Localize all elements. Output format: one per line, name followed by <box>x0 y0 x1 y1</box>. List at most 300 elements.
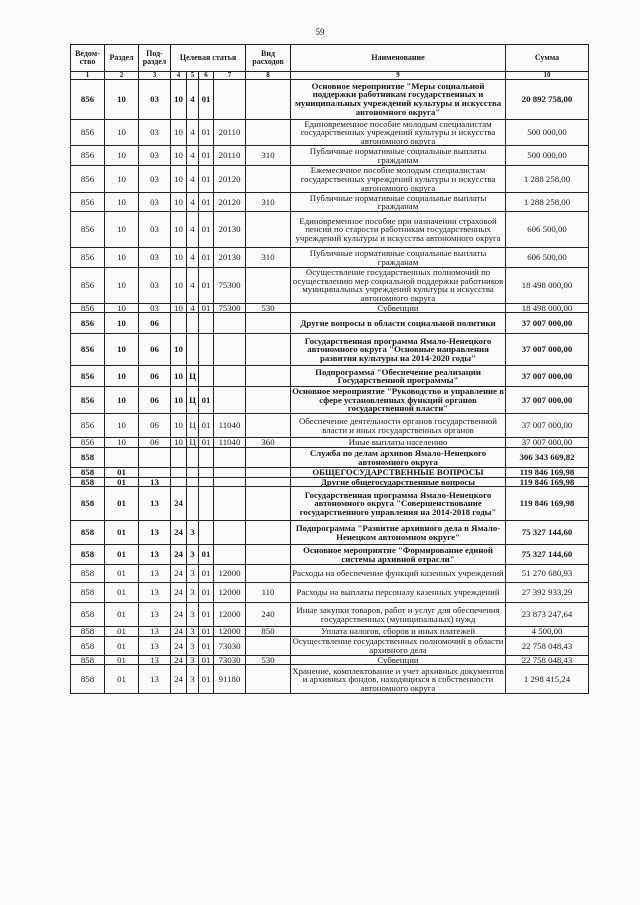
cell-summa: 37 007 000,00 <box>506 366 589 387</box>
header-vedomstvo: Ведом-ство <box>71 45 105 72</box>
cell-podrazdel: 03 <box>139 268 171 303</box>
header-podrazdel: Под-раздел <box>139 45 171 72</box>
cell-naimenovanie: Расходы на обеспечение функций казенных учреждений <box>291 565 506 583</box>
cell-podrazdel: 03 <box>139 79 171 119</box>
cell-event-code: 01 <box>199 627 214 637</box>
cell-subprogram-code: 4 <box>187 212 199 248</box>
cell-vedomstvo: 856 <box>71 414 105 438</box>
table-row <box>71 665 589 694</box>
cell-direction-code <box>214 387 246 414</box>
cell-summa: 37 007 000,00 <box>506 387 589 414</box>
cell-naimenovanie: Субвенции <box>291 655 506 665</box>
cell-subprogram-code <box>187 477 199 487</box>
table-row <box>71 583 589 603</box>
cell-program-code: 10 <box>171 212 187 248</box>
cell-program-code: 10 <box>171 79 187 119</box>
cell-direction-code <box>214 448 246 468</box>
cell-direction-code <box>214 334 246 366</box>
cell-razdel <box>105 448 139 468</box>
cell-program-code: 24 <box>171 487 187 521</box>
cell-direction-code: 12000 <box>214 627 246 637</box>
cell-event-code <box>199 313 214 334</box>
cell-program-code: 10 <box>171 268 187 303</box>
cell-subprogram-code: 4 <box>187 119 199 146</box>
table-row <box>71 487 589 521</box>
cell-naimenovanie: Подпрограмма "Обеспечение реализации Государственной программы" <box>291 366 506 387</box>
cell-summa: 22 758 048,43 <box>506 636 589 655</box>
cell-summa: 306 343 669,82 <box>506 448 589 468</box>
table-row <box>71 414 589 438</box>
cell-event-code <box>199 366 214 387</box>
cell-podrazdel: 03 <box>139 212 171 248</box>
cell-subprogram-code: 4 <box>187 303 199 313</box>
cell-podrazdel: 13 <box>139 477 171 487</box>
cell-razdel: 01 <box>105 565 139 583</box>
cell-podrazdel: 03 <box>139 193 171 212</box>
cell-podrazdel: 06 <box>139 366 171 387</box>
cell-event-code: 01 <box>199 193 214 212</box>
cell-podrazdel: 03 <box>139 166 171 193</box>
header-summa: Сумма <box>506 45 589 72</box>
cell-vid-raskhodov <box>246 636 291 655</box>
cell-vid-raskhodov <box>246 487 291 521</box>
cell-direction-code: 73030 <box>214 636 246 655</box>
budget-table <box>70 44 589 694</box>
cell-summa: 75 327 144,60 <box>506 521 589 545</box>
column-number: 4 <box>171 72 187 80</box>
cell-podrazdel: 06 <box>139 334 171 366</box>
cell-program-code: 10 <box>171 387 187 414</box>
cell-program-code <box>171 313 187 334</box>
table-row <box>71 636 589 655</box>
cell-direction-code: 20110 <box>214 119 246 146</box>
cell-event-code: 01 <box>199 387 214 414</box>
cell-vedomstvo: 856 <box>71 366 105 387</box>
cell-program-code: 10 <box>171 166 187 193</box>
cell-subprogram-code: 3 <box>187 565 199 583</box>
cell-summa: 22 758 048,43 <box>506 655 589 665</box>
cell-event-code: 01 <box>199 438 214 448</box>
cell-vid-raskhodov <box>246 212 291 248</box>
cell-direction-code <box>214 545 246 565</box>
cell-summa: 119 846 169,98 <box>506 477 589 487</box>
cell-vid-raskhodov <box>246 79 291 119</box>
cell-event-code: 01 <box>199 212 214 248</box>
cell-podrazdel: 03 <box>139 146 171 166</box>
cell-razdel: 10 <box>105 334 139 366</box>
cell-razdel: 01 <box>105 603 139 627</box>
cell-subprogram-code: 4 <box>187 166 199 193</box>
header-celevaya-statya: Целевая статья <box>171 45 246 72</box>
cell-vedomstvo: 858 <box>71 468 105 478</box>
cell-razdel: 01 <box>105 655 139 665</box>
cell-summa: 37 007 000,00 <box>506 313 589 334</box>
cell-event-code: 01 <box>199 268 214 303</box>
cell-summa: 20 892 758,00 <box>506 79 589 119</box>
header-razdel: Раздел <box>105 45 139 72</box>
cell-vedomstvo: 856 <box>71 166 105 193</box>
column-number: 2 <box>105 72 139 80</box>
cell-program-code: 24 <box>171 655 187 665</box>
cell-razdel: 01 <box>105 636 139 655</box>
table-row <box>71 166 589 193</box>
cell-summa: 119 846 169,98 <box>506 487 589 521</box>
cell-razdel: 01 <box>105 665 139 694</box>
cell-direction-code: 12000 <box>214 603 246 627</box>
cell-subprogram-code: 4 <box>187 248 199 268</box>
column-number: 8 <box>246 72 291 80</box>
cell-event-code <box>199 477 214 487</box>
cell-podrazdel: 13 <box>139 487 171 521</box>
cell-subprogram-code <box>187 487 199 521</box>
cell-vedomstvo: 858 <box>71 448 105 468</box>
cell-subprogram-code: 3 <box>187 603 199 627</box>
cell-vedomstvo: 856 <box>71 248 105 268</box>
cell-podrazdel <box>139 448 171 468</box>
cell-podrazdel: 13 <box>139 583 171 603</box>
cell-vid-raskhodov <box>246 477 291 487</box>
cell-subprogram-code: Ц <box>187 414 199 438</box>
cell-event-code <box>199 334 214 366</box>
table-row <box>71 521 589 545</box>
cell-event-code: 01 <box>199 655 214 665</box>
cell-razdel: 10 <box>105 414 139 438</box>
cell-summa: 18 498 000,00 <box>506 268 589 303</box>
cell-naimenovanie: Подпрограмма "Развитие архивного дела в Ямало-Ненецком автономном округе" <box>291 521 506 545</box>
cell-event-code: 01 <box>199 545 214 565</box>
cell-naimenovanie: Другие общегосударственные вопросы <box>291 477 506 487</box>
cell-vid-raskhodov <box>246 166 291 193</box>
cell-naimenovanie: Субвенции <box>291 303 506 313</box>
cell-vedomstvo: 858 <box>71 665 105 694</box>
cell-podrazdel: 13 <box>139 521 171 545</box>
cell-direction-code: 20110 <box>214 146 246 166</box>
cell-razdel: 10 <box>105 268 139 303</box>
cell-naimenovanie: Обеспечение деятельности органов государственной власти и иных государственных органов <box>291 414 506 438</box>
cell-razdel: 01 <box>105 545 139 565</box>
cell-direction-code <box>214 313 246 334</box>
cell-event-code: 01 <box>199 248 214 268</box>
cell-program-code: 24 <box>171 545 187 565</box>
cell-program-code: 24 <box>171 565 187 583</box>
cell-summa: 119 846 169,98 <box>506 468 589 478</box>
cell-razdel: 10 <box>105 366 139 387</box>
cell-direction-code: 75300 <box>214 268 246 303</box>
cell-direction-code <box>214 487 246 521</box>
cell-direction-code: 20130 <box>214 248 246 268</box>
cell-vedomstvo: 856 <box>71 146 105 166</box>
cell-podrazdel: 06 <box>139 313 171 334</box>
cell-vedomstvo: 858 <box>71 487 105 521</box>
cell-summa: 606 500,00 <box>506 248 589 268</box>
cell-vid-raskhodov <box>246 387 291 414</box>
column-number: 3 <box>139 72 171 80</box>
cell-podrazdel: 06 <box>139 438 171 448</box>
cell-razdel: 01 <box>105 521 139 545</box>
cell-podrazdel: 13 <box>139 655 171 665</box>
cell-summa: 75 327 144,60 <box>506 545 589 565</box>
table-row <box>71 366 589 387</box>
cell-program-code: 10 <box>171 366 187 387</box>
cell-naimenovanie: Осуществление государственных полномочий по осуществлению мер социальной поддержки работников муниципальных учреждений культуры и искусства автономного округа <box>291 268 506 303</box>
cell-direction-code: 11040 <box>214 414 246 438</box>
cell-razdel: 10 <box>105 79 139 119</box>
column-number: 7 <box>214 72 246 80</box>
cell-vid-raskhodov: 530 <box>246 303 291 313</box>
cell-event-code: 01 <box>199 166 214 193</box>
cell-naimenovanie: Хранение, комплектование и учет архивных документов и архивных фондов, находящихся в собственности автономного округа <box>292 665 504 693</box>
cell-naimenovanie: Иные выплаты населению <box>291 438 506 448</box>
cell-event-code: 01 <box>199 603 214 627</box>
cell-naimenovanie: Публичные нормативные социальные выплаты гражданам <box>291 248 506 268</box>
header-naimenovanie: Наименование <box>291 45 506 72</box>
cell-razdel: 10 <box>105 119 139 146</box>
cell-vid-raskhodov <box>246 468 291 478</box>
cell-subprogram-code: 4 <box>187 146 199 166</box>
cell-podrazdel: 13 <box>139 545 171 565</box>
cell-vedomstvo: 856 <box>71 334 105 366</box>
table-row <box>71 468 589 478</box>
cell-program-code: 24 <box>171 603 187 627</box>
cell-program-code <box>171 468 187 478</box>
cell-podrazdel: 13 <box>139 636 171 655</box>
cell-program-code: 10 <box>171 119 187 146</box>
cell-direction-code: 12000 <box>214 565 246 583</box>
cell-summa: 4 500,00 <box>506 627 589 637</box>
cell-subprogram-code: 3 <box>187 665 199 694</box>
cell-vedomstvo: 856 <box>71 387 105 414</box>
cell-razdel: 10 <box>105 248 139 268</box>
cell-vid-raskhodov <box>246 268 291 303</box>
table-row <box>71 303 589 313</box>
cell-podrazdel: 13 <box>139 627 171 637</box>
cell-subprogram-code: 3 <box>187 655 199 665</box>
cell-naimenovanie: Расходы на выплаты персоналу казенных учреждений <box>291 583 506 603</box>
cell-program-code: 24 <box>171 627 187 637</box>
column-number: 6 <box>199 72 214 80</box>
cell-summa: 500 000,00 <box>506 119 589 146</box>
cell-subprogram-code <box>187 313 199 334</box>
cell-podrazdel: 13 <box>139 603 171 627</box>
column-number: 9 <box>291 72 506 80</box>
cell-event-code: 01 <box>199 146 214 166</box>
cell-razdel: 01 <box>105 468 139 478</box>
cell-subprogram-code: Ц <box>187 387 199 414</box>
table-row <box>71 334 589 366</box>
cell-vid-raskhodov: 850 <box>246 627 291 637</box>
cell-podrazdel: 03 <box>139 303 171 313</box>
cell-summa: 500 000,00 <box>506 146 589 166</box>
cell-direction-code <box>214 477 246 487</box>
table-row <box>71 438 589 448</box>
cell-razdel: 01 <box>105 477 139 487</box>
cell-event-code: 01 <box>199 79 214 119</box>
cell-razdel: 01 <box>105 487 139 521</box>
cell-subprogram-code: 3 <box>187 521 199 545</box>
cell-subprogram-code: Ц <box>187 366 199 387</box>
cell-vid-raskhodov: 110 <box>246 583 291 603</box>
cell-naimenovanie: Основное мероприятие "Руководство и управление в сфере установленных функций органов государственной власти" <box>292 386 504 414</box>
cell-summa: 51 270 680,93 <box>506 565 589 583</box>
table-body <box>71 79 589 694</box>
cell-summa: 37 007 000,00 <box>506 414 589 438</box>
cell-vid-raskhodov: 530 <box>246 655 291 665</box>
cell-razdel: 10 <box>105 193 139 212</box>
cell-vid-raskhodov <box>246 665 291 694</box>
cell-program-code: 10 <box>171 334 187 366</box>
cell-summa: 18 498 000,00 <box>506 303 589 313</box>
cell-razdel: 10 <box>105 438 139 448</box>
cell-subprogram-code <box>187 334 199 366</box>
cell-event-code: 01 <box>199 636 214 655</box>
cell-podrazdel: 13 <box>139 565 171 583</box>
cell-naimenovanie: Государственная программа Ямало-Ненецкого автономного округа "Совершенствование государственного управления на 2014-2018 годы" <box>291 487 506 521</box>
cell-event-code <box>199 521 214 545</box>
cell-vid-raskhodov <box>246 545 291 565</box>
cell-razdel: 10 <box>105 313 139 334</box>
cell-vid-raskhodov <box>246 119 291 146</box>
cell-direction-code: 20120 <box>214 166 246 193</box>
cell-direction-code: 20130 <box>214 212 246 248</box>
cell-naimenovanie: Основное мероприятие "Меры социальной поддержки работникам государственных и муниципальных учреждений культуры и искусства автономного округа" <box>291 79 506 119</box>
cell-subprogram-code: 4 <box>187 268 199 303</box>
cell-vid-raskhodov: 360 <box>246 438 291 448</box>
cell-program-code <box>171 448 187 468</box>
cell-naimenovanie: Осуществление государственных полномочий в области архивного дела <box>292 636 504 655</box>
cell-vedomstvo: 856 <box>71 212 105 248</box>
cell-event-code <box>199 487 214 521</box>
cell-program-code: 10 <box>171 146 187 166</box>
cell-subprogram-code: 4 <box>187 79 199 119</box>
cell-event-code: 01 <box>199 303 214 313</box>
cell-podrazdel: 03 <box>139 119 171 146</box>
cell-event-code: 01 <box>199 414 214 438</box>
cell-razdel: 01 <box>105 627 139 637</box>
cell-program-code: 24 <box>171 521 187 545</box>
cell-podrazdel: 03 <box>139 248 171 268</box>
cell-vedomstvo: 858 <box>71 545 105 565</box>
table-row <box>71 603 589 627</box>
cell-vedomstvo: 858 <box>71 521 105 545</box>
cell-subprogram-code <box>187 448 199 468</box>
cell-naimenovanie: Служба по делам архивов Ямало-Ненецкого автономного округа <box>291 448 506 468</box>
cell-summa: 27 392 933,29 <box>506 583 589 603</box>
cell-naimenovanie: Уплата налогов, сборов и иных платежей <box>291 627 506 637</box>
cell-razdel: 10 <box>105 146 139 166</box>
cell-program-code: 10 <box>171 438 187 448</box>
cell-event-code <box>199 448 214 468</box>
column-number: 10 <box>506 72 589 80</box>
cell-vedomstvo: 858 <box>71 565 105 583</box>
cell-summa: 37 007 000,00 <box>506 438 589 448</box>
table-row <box>71 655 589 665</box>
cell-vedomstvo: 858 <box>71 655 105 665</box>
cell-summa: 606 500,00 <box>506 212 589 248</box>
cell-vid-raskhodov <box>246 565 291 583</box>
cell-naimenovanie: Другие вопросы в области социальной политики <box>291 313 506 334</box>
cell-naimenovanie: Государственная программа Ямало-Ненецкого автономного округа "Основные направления развития культуры на 2014-2020 годы" <box>291 334 506 366</box>
cell-vedomstvo: 856 <box>71 119 105 146</box>
cell-vedomstvo: 858 <box>71 603 105 627</box>
cell-podrazdel: 06 <box>139 414 171 438</box>
cell-direction-code <box>214 521 246 545</box>
cell-program-code: 10 <box>171 414 187 438</box>
cell-naimenovanie: Основное мероприятие "Формирование единой системы архивной отрасли" <box>291 545 506 565</box>
cell-event-code: 01 <box>199 665 214 694</box>
cell-naimenovanie: Ежемесячное пособие молодым специалистам государственных учреждений культуры и искусства автономного округа <box>291 166 506 193</box>
table-row <box>71 477 589 487</box>
cell-podrazdel <box>139 468 171 478</box>
cell-subprogram-code: 3 <box>187 627 199 637</box>
cell-vid-raskhodov: 240 <box>246 603 291 627</box>
cell-direction-code: 20120 <box>214 193 246 212</box>
table-row <box>71 565 589 583</box>
cell-event-code <box>199 468 214 478</box>
cell-vedomstvo: 856 <box>71 313 105 334</box>
cell-naimenovanie: Единовременное пособие молодым специалистам государственных учреждений культуры и искусства автономного округа <box>291 119 506 146</box>
header-row <box>71 45 589 72</box>
column-number-row <box>71 72 589 80</box>
cell-program-code: 10 <box>171 248 187 268</box>
cell-event-code: 01 <box>199 583 214 603</box>
cell-subprogram-code: 4 <box>187 193 199 212</box>
cell-vedomstvo: 856 <box>71 303 105 313</box>
cell-program-code: 24 <box>171 636 187 655</box>
cell-vedomstvo: 856 <box>71 268 105 303</box>
column-number: 1 <box>71 72 105 80</box>
table-row <box>71 387 589 414</box>
column-number: 5 <box>187 72 199 80</box>
cell-summa: 1 298 415,24 <box>506 665 589 694</box>
cell-vid-raskhodov <box>246 448 291 468</box>
cell-naimenovanie: ОБЩЕГОСУДАРСТВЕННЫЕ ВОПРОСЫ <box>291 468 506 478</box>
page-number: 59 <box>315 27 325 37</box>
cell-direction-code <box>214 79 246 119</box>
cell-direction-code <box>214 366 246 387</box>
cell-razdel: 10 <box>105 303 139 313</box>
cell-naimenovanie: Публичные нормативные социальные выплаты гражданам <box>291 193 506 212</box>
cell-vedomstvo: 856 <box>71 438 105 448</box>
cell-vid-raskhodov <box>246 521 291 545</box>
cell-summa: 1 288 258,00 <box>506 166 589 193</box>
cell-razdel: 10 <box>105 212 139 248</box>
cell-vid-raskhodov <box>246 366 291 387</box>
table-row <box>71 146 589 166</box>
table-row <box>71 79 589 119</box>
cell-program-code <box>171 477 187 487</box>
cell-event-code: 01 <box>199 565 214 583</box>
cell-summa: 37 007 000,00 <box>506 334 589 366</box>
cell-razdel: 10 <box>105 166 139 193</box>
cell-naimenovanie: Публичные нормативные социальные выплаты гражданам <box>291 146 506 166</box>
cell-vid-raskhodov <box>246 414 291 438</box>
cell-direction-code: 73030 <box>214 655 246 665</box>
cell-vid-raskhodov: 310 <box>246 193 291 212</box>
table-row <box>71 193 589 212</box>
cell-subprogram-code <box>187 468 199 478</box>
cell-direction-code: 12000 <box>214 583 246 603</box>
cell-direction-code <box>214 468 246 478</box>
cell-program-code: 10 <box>171 193 187 212</box>
cell-subprogram-code: Ц <box>187 438 199 448</box>
cell-razdel: 01 <box>105 583 139 603</box>
cell-direction-code: 91180 <box>214 665 246 694</box>
cell-vid-raskhodov <box>246 313 291 334</box>
cell-program-code: 24 <box>171 583 187 603</box>
cell-program-code: 24 <box>171 665 187 694</box>
table-row <box>71 248 589 268</box>
cell-vid-raskhodov: 310 <box>246 248 291 268</box>
